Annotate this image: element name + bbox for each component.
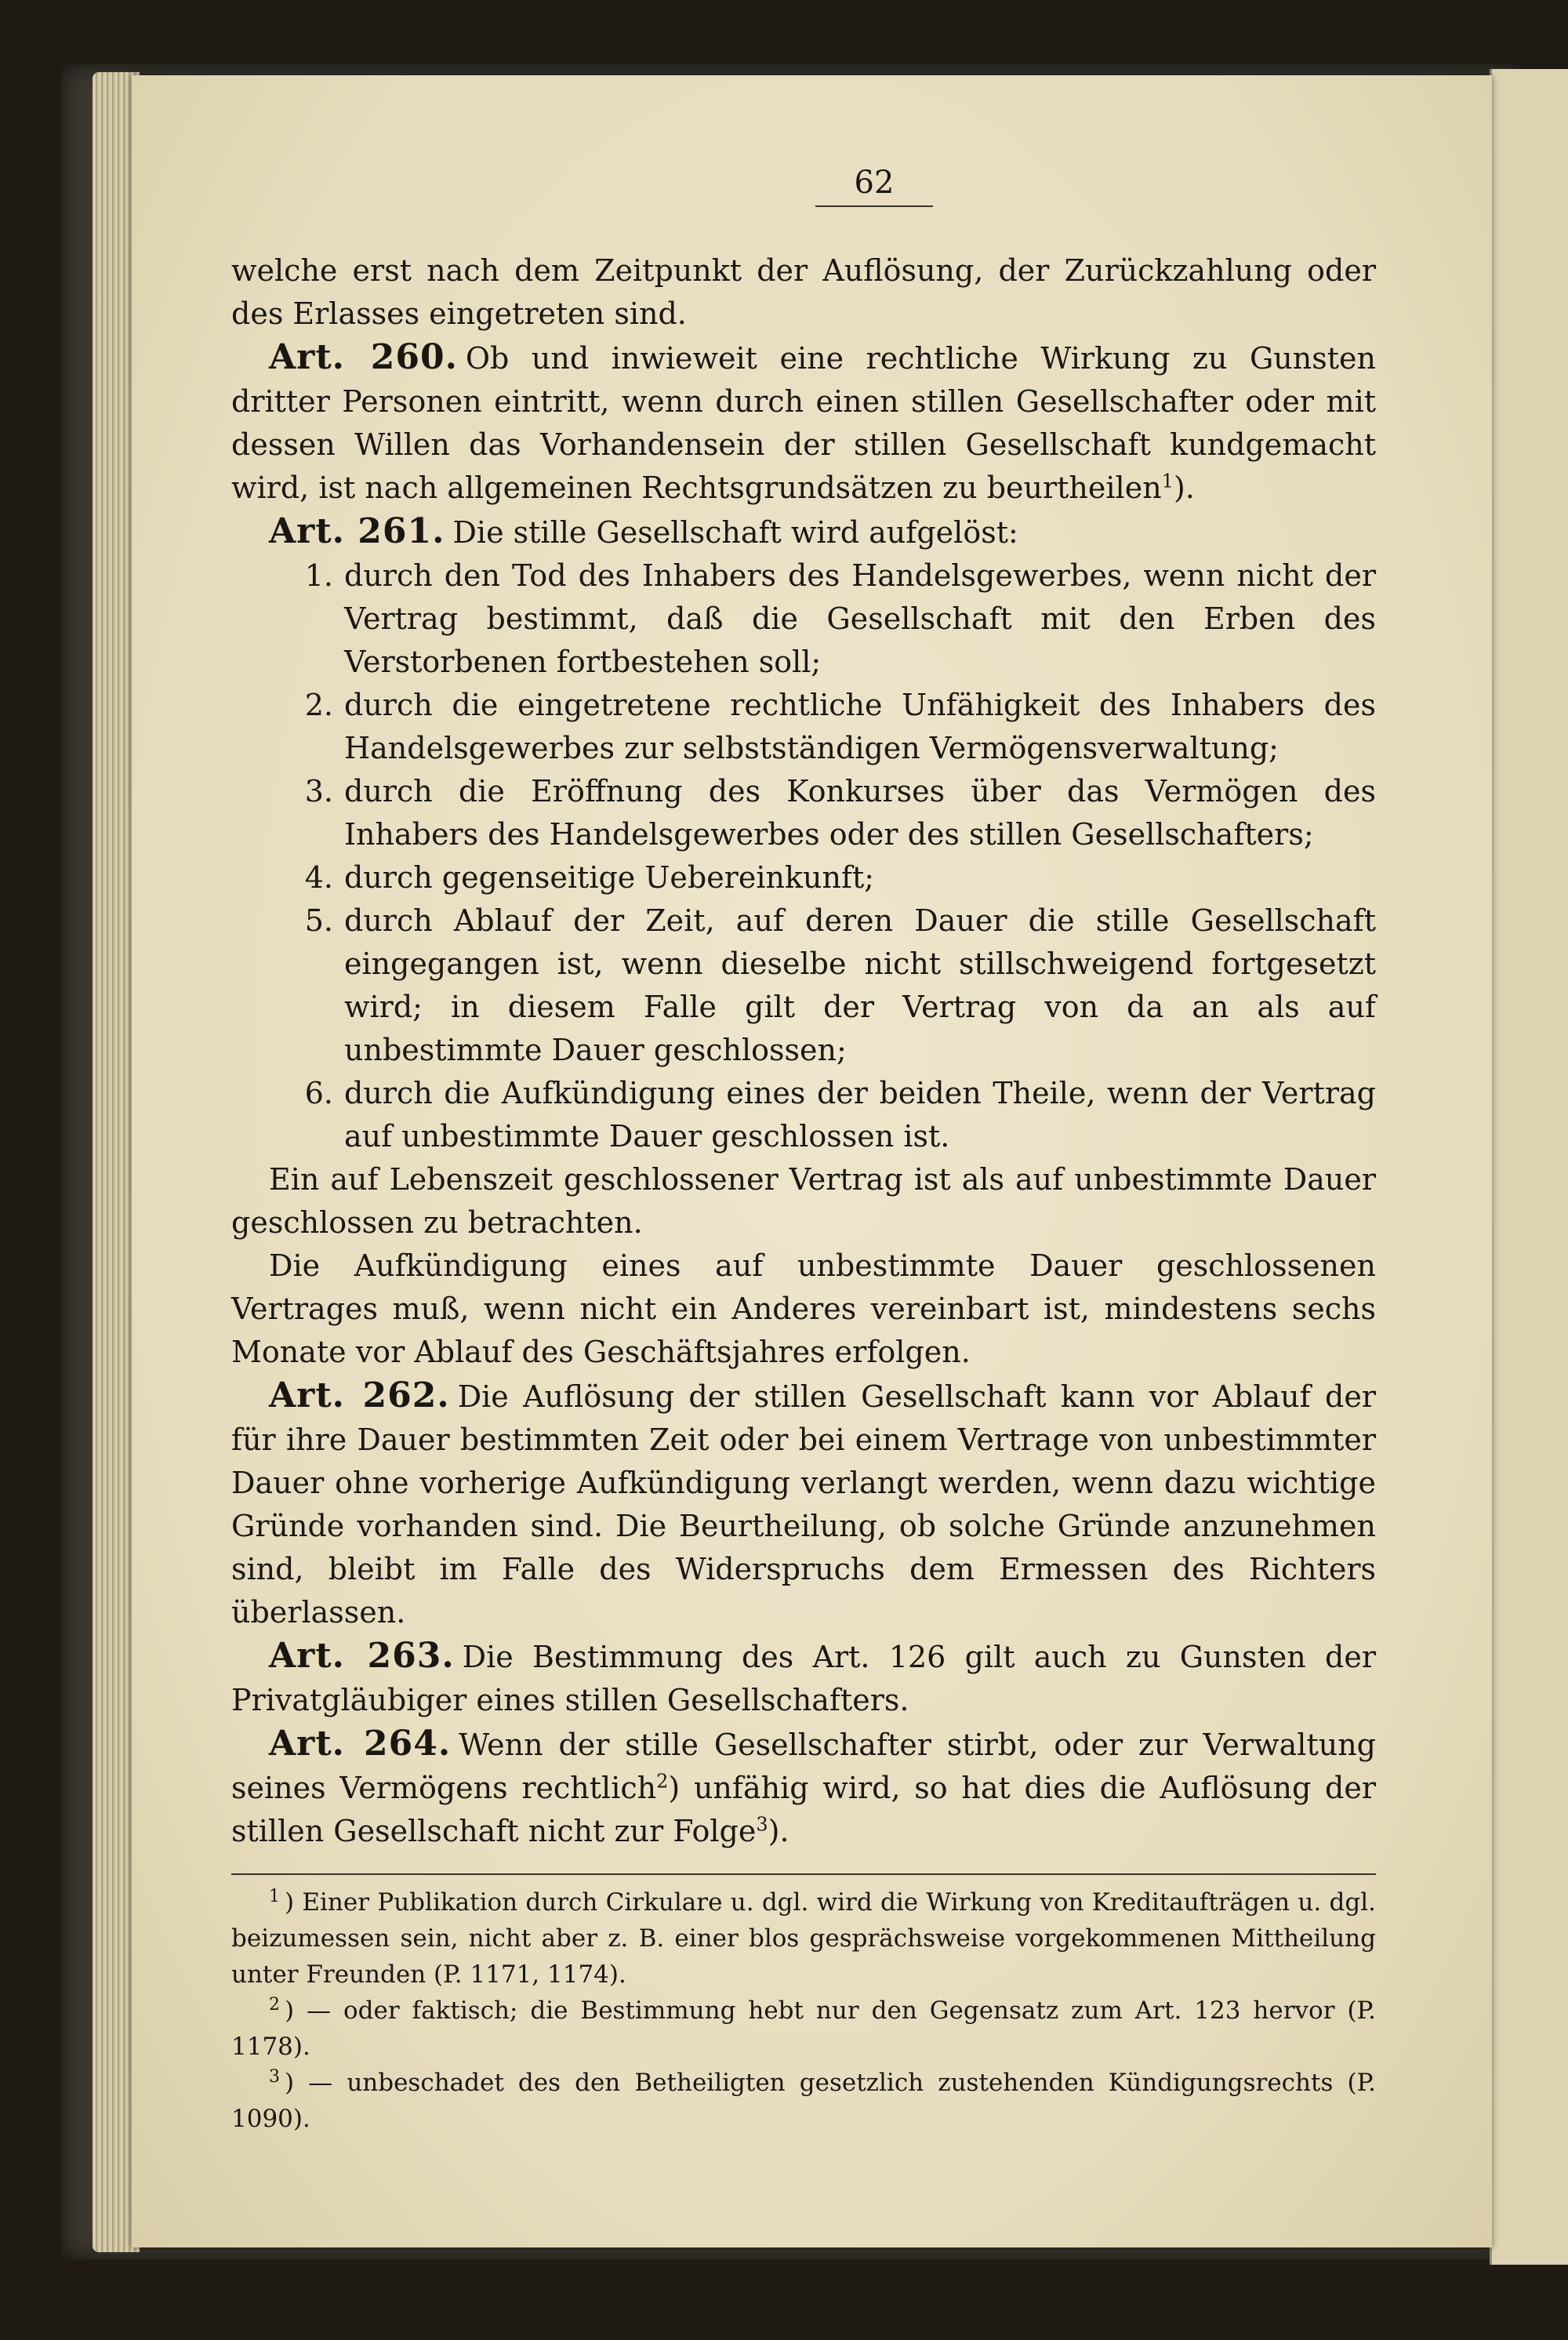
- article-263-label: Art. 263.: [269, 1636, 455, 1676]
- footnote-text: ) Einer Publikation durch Cirkulare u. dgl. wird die Wirkung von Kreditaufträgen u. dgl. beizumessen sein, nicht aber z. B. einer blos gesprächsweise vorgekommenen Mittheilung unter Freunden (P. 1171, 1174).: [231, 1888, 1376, 1989]
- article-260: [231, 336, 1376, 510]
- article-262: [231, 1374, 1376, 1634]
- page-number: 62: [815, 165, 933, 207]
- list-item: [231, 899, 1376, 1072]
- article-260-text: Ob und inwieweit eine rechtliche Wirkung zu Gunsten dritter Personen eintritt, wenn durch einen stillen Gesellschafter oder mit dessen Willen das Vorhandensein der stillen Gesellschaft kundgemacht wird, ist nach allgemeinen Rechtsgrundsätzen zu beurtheilen: [231, 341, 1376, 505]
- list-item-number: 4.: [304, 860, 333, 895]
- article-264-end: ).: [768, 1814, 789, 1848]
- article-261-list: [231, 554, 1376, 1158]
- article-263-text: Die Bestimmung des Art. 126 gilt auch zu Gunsten der Privatgläubiger eines stillen Gesellschafters.: [231, 1640, 1376, 1717]
- article-261-label: Art. 261.: [269, 511, 445, 551]
- article-261-intro: Die stille Gesellschaft wird aufgelöst:: [452, 515, 1018, 550]
- list-item-text: durch die Aufkündigung eines der beiden Theile, wenn der Vertrag auf unbestimmte Dauer geschlossen ist.: [344, 1076, 1376, 1154]
- article-261-paragraph-2: Die Aufkündigung eines auf unbestimmte Dauer geschlossenen Vertrages muß, wenn nicht ein Anderes vereinbart ist, mindestens sechs Monate vor Ablauf des Geschäftsjahres erfolgen.: [231, 1248, 1376, 1369]
- footnote-text: ) — unbeschadet des den Betheiligten gesetzlich zustehenden Kündigungsrechts (P. 1090).: [231, 2069, 1376, 2133]
- list-item-number: 3.: [304, 774, 333, 808]
- article-260-label: Art. 260.: [269, 337, 458, 377]
- footnotes: [231, 1884, 1376, 2137]
- list-item-number: 1.: [304, 558, 333, 593]
- footnote-mark: 3: [269, 2066, 280, 2087]
- list-item: [231, 554, 1376, 684]
- footnote-ref-1: 1: [1161, 470, 1174, 492]
- footnote-mark: 1: [269, 1886, 280, 1906]
- footnote-text: ) — oder faktisch; die Bestimmung hebt nur den Gegensatz zum Art. 123 hervor (P. 1178).: [231, 1997, 1376, 2061]
- article-264-text: Wenn der stille Gesellschafter stirbt, oder zur Verwaltung seines Vermögens rechtlich: [231, 1728, 1377, 1805]
- list-item-number: 6.: [304, 1076, 333, 1110]
- article-262-label: Art. 262.: [269, 1375, 450, 1415]
- opening-paragraph: welche erst nach dem Zeitpunkt der Auflösung, der Zurückzahlung oder des Erlasses eingetreten sind.: [231, 253, 1376, 331]
- footnote-1: [231, 1884, 1376, 1993]
- article-260-end: ).: [1173, 471, 1195, 505]
- list-item-text: durch den Tod des Inhabers des Handelsgewerbes, wenn nicht der Vertrag bestimmt, daß die Gesellschaft mit den Erben des Verstorbenen fortbestehen soll;: [344, 558, 1376, 679]
- article-264: [231, 1722, 1376, 1853]
- article-262-text: Die Auflösung der stillen Gesellschaft kann vor Ablauf der für ihre Dauer bestimmten Zeit oder bei einem Vertrage von unbestimmter Dauer ohne vorherige Aufkündigung verlangt werden, wenn dazu wichtige Gründe vorhanden sind. Die Beurtheilung, ob solche Gründe anzunehmen sind, bleibt im Falle des Widerspruchs dem Ermessen des Richters überlassen.: [231, 1379, 1376, 1630]
- footnote-divider: [231, 1873, 1376, 1875]
- list-item-number: 2.: [304, 688, 333, 722]
- adjacent-page: [1490, 69, 1568, 2265]
- list-item-text: durch gegenseitige Uebereinkunft;: [344, 860, 875, 895]
- list-item: [231, 770, 1376, 856]
- footnote-2: [231, 1993, 1376, 2065]
- article-264-label: Art. 264.: [269, 1724, 452, 1764]
- footnote-ref-3: 3: [756, 1813, 768, 1836]
- list-item: [231, 684, 1376, 770]
- page-text: [231, 249, 1376, 2137]
- footnote-ref-2: 2: [656, 1770, 669, 1793]
- list-item-number: 5.: [304, 903, 333, 938]
- article-261: [231, 510, 1376, 554]
- list-item: [231, 856, 1376, 899]
- article-261-paragraph-1: Ein auf Lebenszeit geschlossener Vertrag ist als auf unbestimmte Dauer geschlossen zu betrachten.: [231, 1162, 1376, 1240]
- list-item-text: durch die eingetretene rechtliche Unfähigkeit des Inhabers des Handelsgewerbes zur selbstständigen Vermögensverwaltung;: [344, 688, 1376, 765]
- footnote-3: [231, 2065, 1376, 2137]
- article-264-text-mid: ) unfähig wird, so hat dies die Auflösung der stillen Gesellschaft nicht zur Folge: [231, 1771, 1376, 1848]
- article-263: [231, 1634, 1376, 1722]
- list-item-text: durch die Eröffnung des Konkurses über das Vermögen des Inhabers des Handelsgewerbes oder des stillen Gesellschafters;: [344, 774, 1376, 852]
- footnote-mark: 2: [269, 1994, 280, 2015]
- list-item: [231, 1072, 1376, 1158]
- list-item-text: durch Ablauf der Zeit, auf deren Dauer die stille Gesellschaft eingegangen ist, wenn dieselbe nicht stillschweigend fortgesetzt wird; in diesem Falle gilt der Vertrag von da an als auf unbestimmte Dauer geschlossen;: [344, 903, 1376, 1067]
